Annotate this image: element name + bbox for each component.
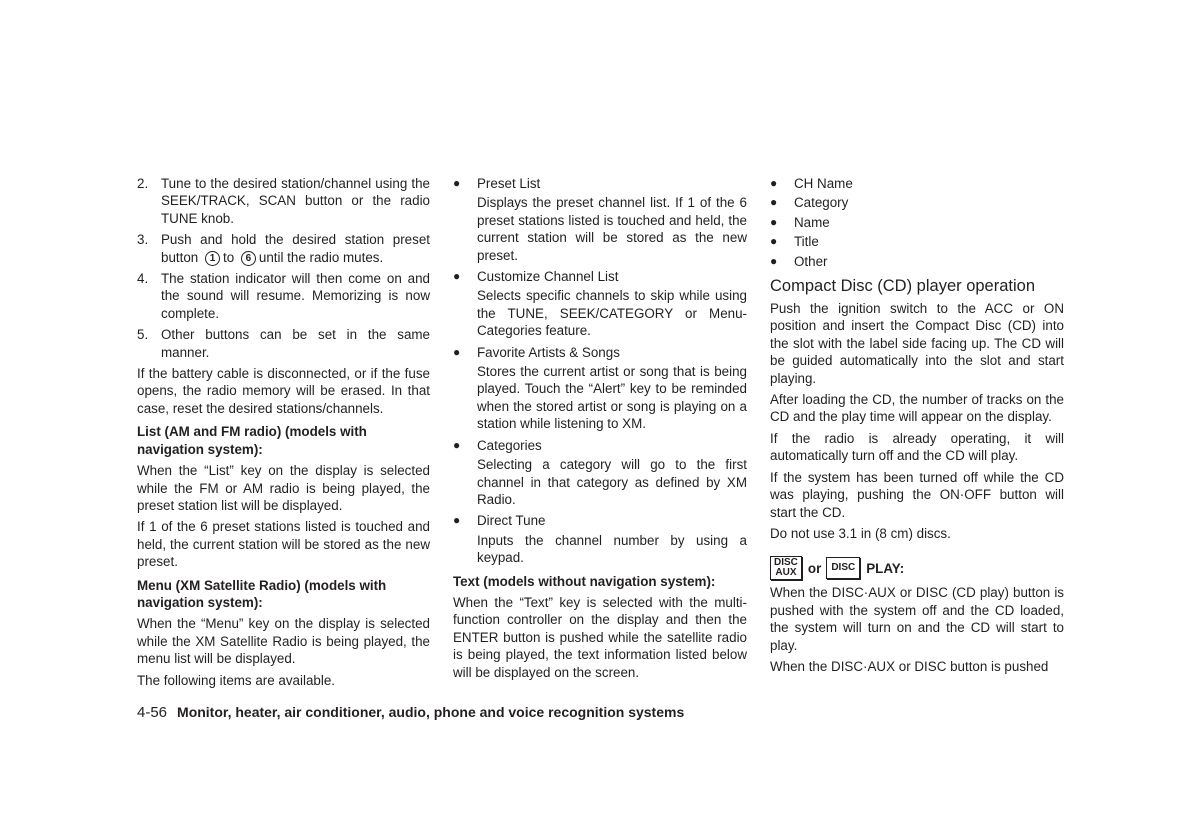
bullet-title: CH Name	[794, 176, 853, 191]
bullet-item	[770, 194, 1064, 211]
text-paragraph: When the “Text” key is selected with the multi-function controller on the display and then the ENTER button is pushed while the satellite radio is being played, the text information listed below will be displayed on the screen.	[453, 594, 747, 680]
list-paragraph-1: When the “List” key on the display is selected while the FM or AM radio is being played, the preset station list will be displayed.	[137, 463, 430, 513]
bullet-item	[770, 233, 1064, 250]
list-item	[137, 175, 430, 227]
bullet-item	[770, 175, 1064, 192]
disc-aux-key-bottom: AUX	[775, 567, 797, 579]
bullet-icon: ●	[453, 437, 461, 452]
item-number: 3.	[137, 232, 149, 248]
bullet-item	[453, 512, 747, 529]
bullet-title: Categories	[477, 437, 542, 453]
play-heading	[770, 556, 1064, 580]
bullet-icon: ●	[770, 253, 778, 268]
bullet-item	[770, 253, 1064, 270]
play-paragraph-1: When the DISC·AUX or DISC (CD play) button is pushed with the system off and the CD loaded, the system will turn on and the CD will start to play.	[770, 585, 1064, 653]
disc-key-icon: DISC	[826, 557, 860, 579]
item-text: Tune to the desired station/channel using the SEEK/TRACK, SCAN button or the radio TUNE knob.	[161, 176, 430, 226]
bullet-title: Preset List	[477, 176, 541, 191]
bullet-icon: ●	[770, 234, 778, 249]
cd-section-heading: Compact Disc (CD) player operation	[770, 277, 1036, 296]
bullet-title: Name	[794, 214, 830, 230]
cd-paragraph-2: After loading the CD, the number of tracks on the CD and the play time will appear on the display.	[770, 392, 1064, 425]
bullet-description: Selects specific channels to skip while using the TUNE, SEEK/CATEGORY or Menu-Categories feature.	[477, 288, 747, 339]
item-number: 5.	[137, 327, 149, 343]
or-label: or	[807, 560, 822, 576]
page-number: 4-56	[137, 704, 168, 721]
battery-paragraph: If the battery cable is disconnected, or if the fuse opens, the radio memory will be erased. In that case, reset the desired stations/channels.	[137, 366, 430, 416]
list-heading: List (AM and FM radio) (models with navigation system):	[137, 424, 367, 457]
list-item	[137, 231, 430, 266]
cd-paragraph-1: Push the ignition switch to the ACC or ON position and insert the Compact Disc (CD) into the slot with the label side facing up. The CD will be guided automatically into the slot and start playing.	[770, 301, 1064, 386]
item-text: Other buttons can be set in the same manner.	[161, 327, 430, 360]
bullet-description: Inputs the channel number by using a keypad.	[477, 532, 747, 566]
bullet-icon: ●	[453, 344, 461, 359]
bullet-icon: ●	[770, 214, 778, 229]
bullet-item	[453, 437, 747, 454]
cd-paragraph-3: If the radio is already operating, it will automatically turn off and the CD will play.	[770, 430, 1064, 464]
bullet-title: Customize Channel List	[477, 269, 619, 285]
bullet-title: Direct Tune	[477, 513, 546, 529]
bullet-item	[770, 214, 1064, 231]
item-number: 4.	[137, 271, 149, 287]
bullet-description: Stores the current artist or song that is being played. Touch the “Alert” key to be reminded when the stored artist or song is playing on a station while listening to XM.	[477, 364, 747, 432]
preset-6-key-icon: 6	[241, 251, 256, 266]
item-text-c: until the radio mutes.	[258, 249, 384, 265]
bullet-title: Title	[794, 234, 819, 250]
text-heading: Text (models without navigation system):	[453, 573, 716, 589]
column-middle	[453, 175, 747, 685]
cd-paragraph-4: If the system has been turned off while the CD was playing, pushing the ON·OFF button will start the CD.	[770, 469, 1064, 520]
column-left	[137, 175, 430, 693]
item-text-b: to	[222, 249, 235, 265]
item-text	[161, 231, 430, 266]
play-label: PLAY:	[866, 560, 905, 576]
menu-paragraph-2: The following items are available.	[137, 672, 335, 688]
disc-aux-key-top: DISC	[774, 557, 798, 569]
bullet-icon: ●	[770, 176, 778, 190]
item-number: 2.	[137, 176, 149, 191]
menu-heading: Menu (XM Satellite Radio) (models with navigation system):	[137, 577, 387, 610]
column-right	[770, 175, 1064, 679]
bullet-description: Displays the preset channel list. If 1 of the 6 preset stations listed is touched and held, the current station will be stored as the new preset.	[477, 195, 747, 263]
disc-aux-key-icon	[770, 556, 802, 580]
bullet-item	[453, 344, 747, 361]
bullet-icon: ●	[453, 513, 461, 528]
item-text-a: Push and hold the desired station preset button	[161, 232, 430, 265]
chapter-title: Monitor, heater, air conditioner, audio, phone and voice recognition systems	[177, 704, 685, 720]
bullet-icon: ●	[770, 195, 778, 210]
list-paragraph-2: If 1 of the 6 preset stations listed is touched and held, the current station will be stored as the new preset.	[137, 519, 430, 570]
preset-1-key-icon: 1	[205, 251, 220, 266]
bullet-item	[453, 268, 747, 285]
bullet-item	[453, 175, 747, 192]
bullet-title: Category	[794, 195, 849, 211]
page-footer	[137, 704, 684, 721]
bullet-icon: ●	[453, 176, 461, 190]
list-item	[137, 326, 430, 361]
item-text: The station indicator will then come on and the sound will resume. Memorizing is now complete.	[161, 271, 430, 321]
bullet-description: Selecting a category will go to the first channel in that category as defined by XM Radio.	[477, 457, 747, 507]
bullet-title: Other	[794, 253, 828, 269]
list-item	[137, 270, 430, 322]
play-paragraph-2: When the DISC·AUX or DISC button is pushed	[770, 658, 1049, 674]
menu-paragraph-1: When the “Menu” key on the display is selected while the XM Satellite Radio is being played, the menu list will be displayed.	[137, 616, 430, 667]
bullet-title: Favorite Artists & Songs	[477, 344, 620, 360]
cd-paragraph-5: Do not use 3.1 in (8 cm) discs.	[770, 525, 951, 541]
bullet-icon: ●	[453, 269, 461, 284]
